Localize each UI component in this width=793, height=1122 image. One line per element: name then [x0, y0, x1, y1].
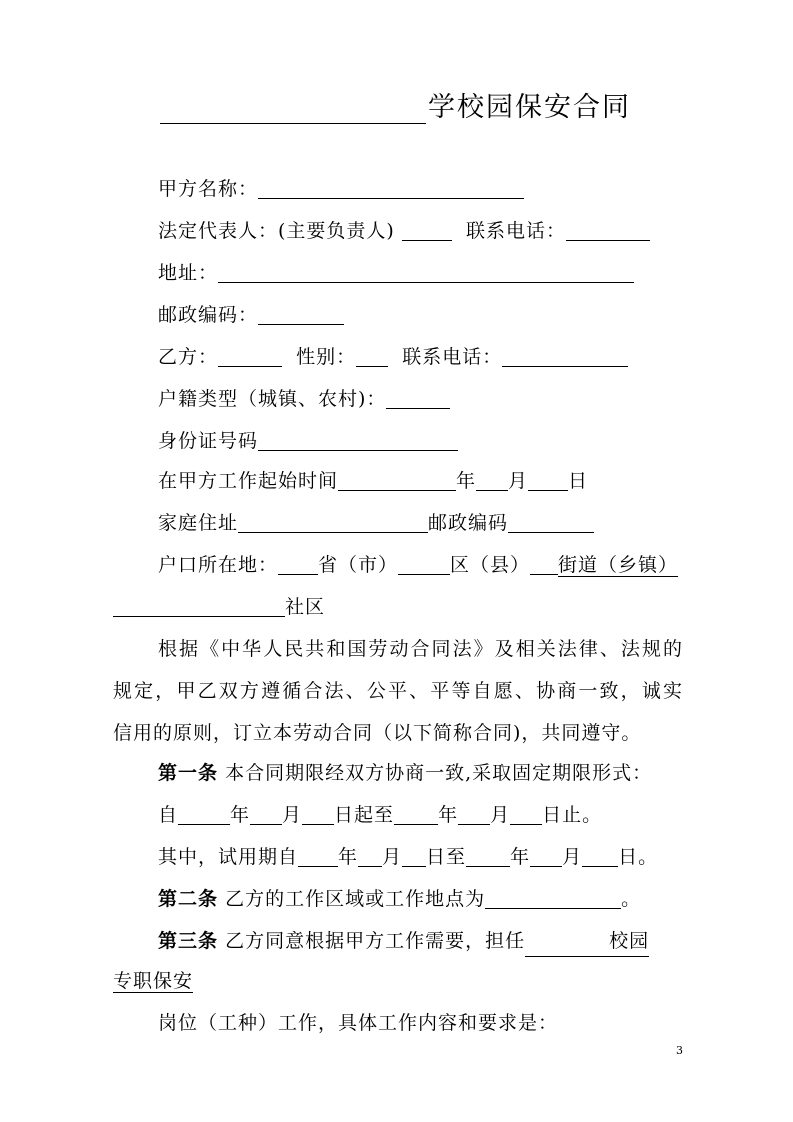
trial-to-day-blank: [582, 844, 618, 867]
party-a-postcode-label: 邮政编码：: [158, 304, 259, 326]
article-1-text: 本合同期限经双方协商一致,采取固定期限形式：: [225, 762, 653, 784]
party-a-address-line: [158, 258, 685, 288]
party-b-label: 乙方：: [158, 346, 219, 368]
article-3-line: [158, 926, 685, 956]
trial-prefix: 其中，试用期自: [158, 846, 299, 868]
article-2-line: [158, 884, 685, 914]
party-b-id-line: [158, 426, 685, 456]
party-b-home-postcode-blank: [508, 510, 594, 533]
article-3-post: 校园: [609, 930, 650, 952]
trial-to-month-blank: [530, 844, 562, 867]
party-a-name-blank: [258, 176, 524, 199]
article-1-line: [158, 758, 685, 788]
article-1-trial-line: [158, 842, 685, 872]
party-b-start-label: 在甲方工作起始时间: [158, 470, 339, 492]
party-a-address-blank: [218, 260, 634, 283]
work-location-blank: [485, 886, 621, 909]
province-blank: [278, 552, 318, 575]
district-label: 区（县）: [450, 554, 531, 576]
article-2-text: 乙方的工作区域或工作地点为: [225, 888, 486, 910]
term-from-label: 自: [158, 804, 179, 826]
article-2-heading: 第二条: [158, 888, 219, 910]
party-a-rep-blank: [402, 218, 452, 241]
party-b-hukou-type-blank: [386, 386, 450, 409]
term-to-month-blank: [458, 802, 490, 825]
street-blank: [530, 552, 558, 575]
term-to-day-label: 日止。: [542, 804, 603, 826]
article-2-end: 。: [621, 888, 642, 910]
party-b-id-label: 身份证号码: [158, 430, 259, 452]
party-b-home-line: [158, 508, 685, 538]
province-label: 省（市）: [318, 554, 399, 576]
party-b-gender-blank: [356, 344, 388, 367]
article-3-post-blank: [525, 926, 649, 957]
party-a-rep-line: [158, 216, 685, 246]
party-b-phone-blank: [502, 344, 628, 367]
trial-to-year-blank: [466, 844, 510, 867]
district-blank: [398, 552, 450, 575]
start-day-blank: [528, 468, 568, 491]
party-b-community-line: [113, 592, 685, 622]
title-text: 学校园保安合同: [428, 92, 631, 123]
trial-to-year-label: 年: [510, 846, 531, 868]
party-b-home-label: 家庭住址: [158, 512, 239, 534]
term-from-year-label: 年: [230, 804, 251, 826]
party-a-rep-label: 法定代表人：(主要负责人): [158, 220, 395, 242]
trial-to-month-label: 月: [562, 846, 583, 868]
contract-title: [160, 84, 631, 124]
community-label: 社区: [285, 596, 326, 618]
term-from-day-label: 日起至: [334, 804, 395, 826]
article-1-heading: 第一条: [158, 762, 219, 784]
trial-from-year-blank: [298, 844, 338, 867]
trial-from-month-label: 月: [382, 846, 403, 868]
community-blank: [113, 594, 285, 617]
start-month-label: 月: [508, 470, 529, 492]
term-to-day-blank: [510, 802, 542, 825]
start-month-blank: [476, 468, 508, 491]
article-1-term-line: [158, 800, 685, 830]
term-from-year-blank: [178, 802, 230, 825]
trial-end-label: 日。: [618, 846, 659, 868]
party-b-home-postcode-label: 邮政编码: [428, 512, 509, 534]
start-day-label: 日: [568, 470, 589, 492]
street-label: 街道（乡镇）: [558, 554, 679, 576]
preamble-line-1: 根据《中华人民共和国劳动合同法》及相关法律、法规的: [158, 638, 683, 660]
party-b-id-blank: [258, 428, 458, 451]
term-to-year-label: 年: [438, 804, 459, 826]
article-3-duty-line: 岗位（工种）工作，具体工作内容和要求是：: [158, 1012, 559, 1034]
party-a-postcode-line: [158, 300, 685, 330]
party-b-hukou-line: [158, 550, 693, 580]
party-b-line: [158, 342, 685, 372]
trial-from-day-blank: [402, 844, 426, 867]
term-from-month-label: 月: [282, 804, 303, 826]
party-b-hukou-type-label: 户籍类型（城镇、农村)：: [158, 388, 387, 410]
party-a-name-label: 甲方名称：: [158, 178, 259, 200]
start-year-blank: [338, 468, 456, 491]
party-a-postcode-blank: [258, 302, 344, 325]
party-b-hukou-label: 户口所在地：: [158, 554, 279, 576]
page-number: 3: [676, 1044, 683, 1057]
term-from-day-blank: [302, 802, 334, 825]
party-b-gender-label: 性别：: [296, 346, 357, 368]
party-a-name-line: [158, 174, 685, 204]
term-from-month-blank: [250, 802, 282, 825]
article-3-post-line: [113, 966, 685, 996]
party-a-phone-blank: [566, 218, 650, 241]
party-a-address-label: 地址：: [158, 262, 219, 284]
title-blank: [160, 93, 426, 124]
party-b-phone-label: 联系电话：: [402, 346, 503, 368]
party-b-home-blank: [238, 510, 428, 533]
party-b-hukou-type-line: [158, 384, 685, 414]
trial-from-day-label: 日至: [426, 846, 467, 868]
trial-from-year-label: 年: [338, 846, 359, 868]
preamble-line-3: 信用的原则，订立本劳动合同（以下简称合同)，共同遵守。: [113, 722, 642, 744]
party-a-phone-label: 联系电话：: [465, 220, 566, 242]
party-b-name-blank: [218, 344, 282, 367]
preamble-line-2: 规定，甲乙双方遵循合法、公平、平等自愿、协商一致，诚实: [113, 680, 683, 702]
start-year-label: 年: [456, 470, 477, 492]
trial-from-month-blank: [358, 844, 382, 867]
article-3-heading: 第三条: [158, 930, 219, 952]
article-3-post-2: 专职保安: [113, 970, 194, 992]
term-to-year-blank: [394, 802, 438, 825]
article-3-text: 乙方同意根据甲方工作需要，担任: [225, 930, 526, 952]
term-to-month-label: 月: [490, 804, 511, 826]
party-b-start-line: [158, 466, 685, 496]
